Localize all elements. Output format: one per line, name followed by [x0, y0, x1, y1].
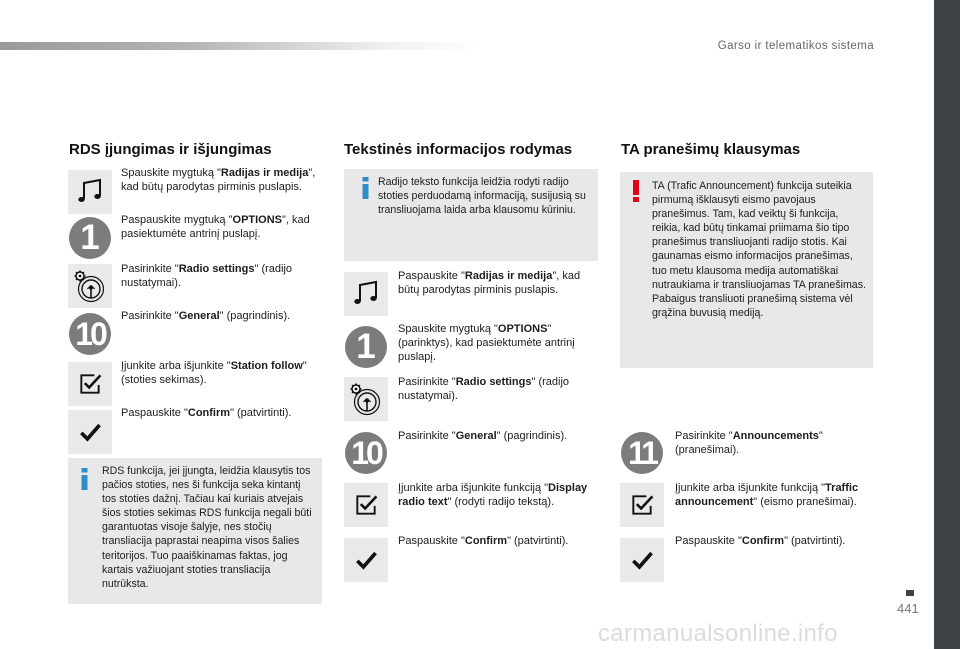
header-gradient-bar: [0, 42, 480, 50]
page-marker: [906, 590, 914, 596]
info-text: Radijo teksto funkcija leidžia rodyti radijo stoties perduodamą informaciją, susijusią su transliuojama laida arba klausomu kūriniu.: [378, 176, 586, 217]
radio-settings-icon: [344, 377, 388, 421]
checkbox-icon: [620, 483, 664, 527]
info-box-radio-text: [344, 169, 598, 261]
step-text: Pasirinkite "General" (pagrindinis).: [398, 430, 568, 442]
step-text: Paspauskite mygtuką "OPTIONS", kad pasiektumėte antrinį puslapį.: [121, 214, 310, 241]
section-title-rds: RDS įjungimas ir išjungimas: [69, 141, 272, 158]
step-text: Paspauskite "Confirm" (patvirtinti).: [121, 407, 292, 419]
step-text: Pasirinkite "Radio settings" (radijo nustatymai).: [121, 263, 293, 290]
checkmark-icon: [344, 538, 388, 582]
section-title-radio-text: Tekstinės informacijos rodymas: [344, 141, 573, 158]
warning-text: TA (Trafic Announcement) funkcija suteikia pirmumą išklausyti eismo pavojaus pranešimus. Tam, kad veiktų ši funkcija, reikia, kad būtų tinkamai priimama šio tipo pranešimus transliuojanti radijo stotis. Kai gaunamas eismo informacijos pranešimas, tuo metu klausoma medija automatiškai nutraukiama ir transliuojamas TA pranešimas. Pabaigus transliuoti pranešimą sistema vėl grąžina buvusią mediją.: [652, 180, 866, 319]
step-text: Pasirinkite "Radio settings" (radijo nustatymai).: [398, 376, 570, 403]
info-text: RDS funkcija, jei įjungta, leidžia klausytis tos pačios stoties, nes ši funkcija seka kintantį tos stoties dažnį. Tačiau kai kuriais atvejais šios stoties sekimas RDS funkcija negali būti garantuotas visoje šalyje, nes stočių transliacija paprastai neapima visos šalies teritorijos. Tuo paaiškinamas faktas, jog kartais važiuojant stoties transliacija nutrūksta.: [102, 465, 312, 590]
step-text: Pasirinkite "General" (pagrindinis).: [121, 310, 291, 322]
watermark: carmanualsonline.info: [598, 620, 838, 647]
step-text: Paspauskite "Radijas ir medija", kad būtų parodytas pirminis puslapis.: [398, 270, 581, 297]
step-badge: 10: [345, 432, 387, 474]
page-edge-strip: [934, 0, 960, 649]
step-text: Spauskite mygtuką "OPTIONS" (parinktys), kad pasiektumėte antrinį puslapį.: [398, 323, 575, 364]
step-badge: 1: [69, 217, 111, 259]
step-text: Pasirinkite "Announcements" (pranešimai).: [675, 430, 823, 457]
header-title: Garso ir telematikos sistema: [717, 40, 874, 52]
page-number: 441: [897, 601, 919, 616]
section-title-ta: TA pranešimų klausymas: [621, 141, 801, 158]
info-box-rds: [68, 458, 322, 604]
step-text: Įjunkite arba išjunkite funkciją "Display radio text" (rodyti radijo tekstą).: [398, 482, 588, 509]
step-text: Paspauskite "Confirm" (patvirtinti).: [675, 535, 846, 547]
checkbox-icon: [344, 483, 388, 527]
step-text: Įjunkite arba išjunkite funkciją "Traffic announcement" (eismo pranešimai).: [675, 482, 859, 509]
checkmark-icon: [68, 410, 112, 454]
step-text: Paspauskite "Confirm" (patvirtinti).: [398, 535, 569, 547]
info-icon: [362, 177, 369, 199]
step-badge: 1: [345, 326, 387, 368]
checkbox-icon: [68, 362, 112, 406]
step-text: Spauskite mygtuką "Radijas ir medija", kad būtų parodytas pirminis puslapis.: [121, 167, 316, 194]
warning-box-ta: [620, 172, 873, 368]
step-text: Įjunkite arba išjunkite "Station follow" (stoties sekimas).: [121, 360, 307, 387]
warning-icon: [633, 180, 639, 202]
radio-settings-icon: [68, 264, 112, 308]
music-note-icon: [68, 170, 112, 214]
info-icon: [81, 468, 88, 490]
step-badge: 11: [621, 432, 663, 474]
checkmark-icon: [620, 538, 664, 582]
music-note-icon: [344, 272, 388, 316]
step-badge: 10: [69, 313, 111, 355]
